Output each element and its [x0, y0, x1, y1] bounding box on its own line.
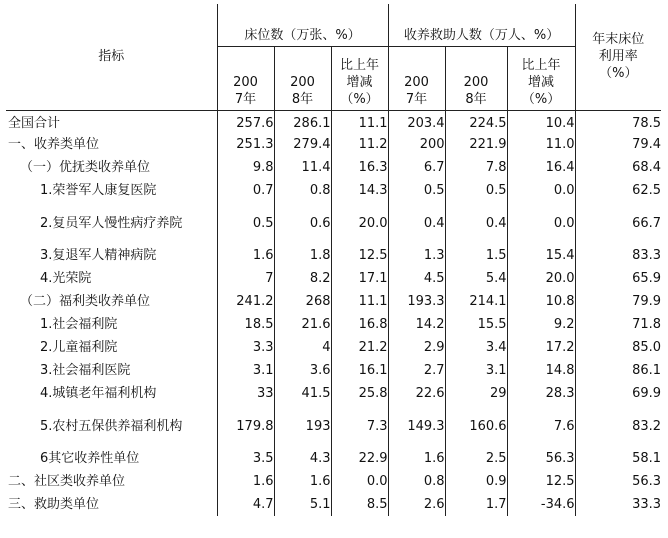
cell-value: 14.8 — [507, 359, 575, 382]
table-row — [6, 267, 661, 290]
table-row — [6, 290, 661, 313]
cell-value: 16.1 — [331, 359, 388, 382]
cell-value: 4 — [274, 336, 331, 359]
table-row — [6, 493, 661, 516]
cell-value: 9.8 — [217, 156, 274, 179]
row-label: 2.儿童福利院 — [6, 336, 217, 359]
cell-value: 7 — [217, 267, 274, 290]
cell-value: 16.4 — [507, 156, 575, 179]
cell-value: 1.6 — [217, 244, 274, 267]
cell-value: 4.3 — [274, 447, 331, 470]
cell-value: 10.8 — [507, 290, 575, 313]
cell-value: 1.7 — [445, 493, 507, 516]
cell-value: 0.6 — [274, 202, 331, 244]
row-label: 6其它收养性单位 — [6, 447, 217, 470]
cell-value: 12.5 — [507, 470, 575, 493]
cell-value: 221.9 — [445, 133, 507, 156]
cell-value: 200 — [388, 133, 445, 156]
cell-value: 6.7 — [388, 156, 445, 179]
cell-value: 3.6 — [274, 359, 331, 382]
cell-value: 25.8 — [331, 382, 388, 405]
cell-value: 3.4 — [445, 336, 507, 359]
cell-value: 1.6 — [388, 447, 445, 470]
cell-value: 65.9 — [632, 271, 662, 286]
cell-value: 8.5 — [331, 493, 388, 516]
cell-value: 86.1 — [632, 363, 662, 378]
cell-value: 21.6 — [274, 313, 331, 336]
table-row — [6, 156, 661, 179]
cell-value: 193.3 — [388, 290, 445, 313]
cell-value: 2.9 — [388, 336, 445, 359]
cell-value: 268 — [274, 290, 331, 313]
cell-value: 1.8 — [274, 244, 331, 267]
cell-value: 66.7 — [632, 215, 662, 231]
row-label: 5.农村五保供养福利机构 — [6, 405, 217, 447]
cell-value: 79.9 — [632, 294, 662, 309]
table-row — [6, 447, 661, 470]
cell-value: 4.5 — [388, 267, 445, 290]
cell-value: 11.1 — [331, 110, 388, 133]
cell-value: 7.6 — [507, 405, 575, 447]
cell-value: 16.8 — [331, 313, 388, 336]
cell-value: 11.0 — [507, 133, 575, 156]
cell-value: 21.2 — [331, 336, 388, 359]
cell-value: 14.3 — [331, 179, 388, 202]
table-row — [6, 179, 661, 202]
cell-value: 3.5 — [217, 447, 274, 470]
row-label: 1.社会福利院 — [6, 313, 217, 336]
cell-value: 0.5 — [445, 179, 507, 202]
cell-value: 0.0 — [331, 470, 388, 493]
cell-value: 1.3 — [388, 244, 445, 267]
cell-value: 4.7 — [217, 493, 274, 516]
cell-value: 193 — [274, 405, 331, 447]
recipients-2007-header: 2007年 — [388, 46, 445, 110]
cell-value: 179.8 — [217, 405, 274, 447]
cell-value: 14.2 — [388, 313, 445, 336]
cell-value: 0.4 — [388, 202, 445, 244]
cell-value: 68.4 — [632, 160, 662, 175]
welfare-statistics-table — [6, 4, 661, 516]
cell-value: 56.3 — [632, 474, 662, 489]
cell-value: 3.1 — [217, 359, 274, 382]
cell-value: 5.4 — [445, 267, 507, 290]
cell-value: 214.1 — [445, 290, 507, 313]
row-label: 3.社会福利医院 — [6, 359, 217, 382]
cell-value: 203.4 — [388, 110, 445, 133]
cell-value: 20.0 — [507, 267, 575, 290]
row-label: 4.城镇老年福利机构 — [6, 382, 217, 405]
recipients-2008-header: 2008年 — [445, 46, 507, 110]
cell-value: 0.5 — [388, 179, 445, 202]
cell-value: 7.8 — [445, 156, 507, 179]
table-row — [6, 405, 661, 447]
recipients-change-header: 比上年增减（%） — [507, 46, 575, 110]
beds-2008-header: 2008年 — [274, 46, 331, 110]
cell-value: 257.6 — [217, 110, 274, 133]
cell-value: 0.5 — [217, 202, 274, 244]
table-header — [6, 4, 661, 110]
row-label: 3.复退军人精神病院 — [6, 244, 217, 267]
cell-value: 62.5 — [632, 183, 662, 198]
cell-value: 9.2 — [507, 313, 575, 336]
cell-value: -34.6 — [507, 493, 575, 516]
cell-value: 33 — [217, 382, 274, 405]
cell-value: 3.1 — [445, 359, 507, 382]
cell-value: 251.3 — [217, 133, 274, 156]
table-row — [6, 313, 661, 336]
table-row — [6, 110, 661, 133]
table-row — [6, 382, 661, 405]
cell-value: 2.6 — [388, 493, 445, 516]
cell-value: 22.6 — [388, 382, 445, 405]
cell-value: 286.1 — [274, 110, 331, 133]
cell-value: 41.5 — [274, 382, 331, 405]
cell-value: 0.8 — [388, 470, 445, 493]
cell-value: 0.9 — [445, 470, 507, 493]
cell-value: 18.5 — [217, 313, 274, 336]
cell-value: 79.4 — [632, 137, 662, 152]
cell-value: 0.8 — [274, 179, 331, 202]
cell-value: 58.1 — [632, 451, 662, 466]
cell-value: 3.3 — [217, 336, 274, 359]
row-label: 二、社区类收养单位 — [6, 470, 217, 493]
cell-value: 85.0 — [632, 340, 662, 355]
cell-value: 71.8 — [632, 317, 662, 332]
cell-value: 69.9 — [632, 386, 662, 401]
cell-value: 15.4 — [507, 244, 575, 267]
row-label: 2.复员军人慢性病疗养院 — [6, 202, 217, 244]
table-row — [6, 244, 661, 267]
cell-value: 5.1 — [274, 493, 331, 516]
cell-value: 1.6 — [274, 470, 331, 493]
cell-value: 28.3 — [507, 382, 575, 405]
cell-value: 11.1 — [331, 290, 388, 313]
cell-value: 241.2 — [217, 290, 274, 313]
cell-value: 29 — [445, 382, 507, 405]
cell-value: 1.5 — [445, 244, 507, 267]
row-label: （二）福利类收养单位 — [6, 290, 217, 313]
cell-value: 22.9 — [331, 447, 388, 470]
cell-value: 16.3 — [331, 156, 388, 179]
row-label: （一）优抚类收养单位 — [6, 156, 217, 179]
cell-value: 78.5 — [632, 116, 662, 132]
cell-value: 11.4 — [274, 156, 331, 179]
cell-value: 2.5 — [445, 447, 507, 470]
cell-value: 33.3 — [632, 497, 662, 512]
cell-value: 10.4 — [507, 110, 575, 133]
cell-value: 2.7 — [388, 359, 445, 382]
cell-value: 0.7 — [217, 179, 274, 202]
cell-value: 279.4 — [274, 133, 331, 156]
cell-value: 15.5 — [445, 313, 507, 336]
cell-value: 83.3 — [632, 248, 662, 263]
row-label: 一、收养类单位 — [6, 133, 217, 156]
cell-value: 0.0 — [507, 202, 575, 244]
cell-value: 0.4 — [445, 202, 507, 244]
row-label: 三、救助类单位 — [6, 493, 217, 516]
cell-value: 224.5 — [445, 110, 507, 133]
beds-group-header: 床位数（万张、%） — [217, 4, 388, 46]
cell-value: 149.3 — [388, 405, 445, 447]
indicator-header: 指标 — [6, 4, 217, 110]
cell-value: 83.2 — [632, 418, 662, 434]
beds-change-header: 比上年增减（%） — [331, 46, 388, 110]
table-row — [6, 470, 661, 493]
row-label: 全国合计 — [6, 110, 217, 133]
beds-2007-header: 2007年 — [217, 46, 274, 110]
table-row — [6, 359, 661, 382]
cell-value: 0.0 — [507, 179, 575, 202]
cell-value: 12.5 — [331, 244, 388, 267]
cell-value: 11.2 — [331, 133, 388, 156]
table-row — [6, 202, 661, 244]
recipients-group-header: 收养救助人数（万人、%） — [388, 4, 575, 46]
cell-value: 20.0 — [331, 202, 388, 244]
cell-value: 8.2 — [274, 267, 331, 290]
utilization-header: 年末床位利用率（%） — [575, 4, 661, 110]
cell-value: 160.6 — [445, 405, 507, 447]
row-label: 1.荣誉军人康复医院 — [6, 179, 217, 202]
cell-value: 17.2 — [507, 336, 575, 359]
table-body — [6, 110, 661, 516]
cell-value: 56.3 — [507, 447, 575, 470]
table-row — [6, 133, 661, 156]
cell-value: 1.6 — [217, 470, 274, 493]
cell-value: 7.3 — [331, 405, 388, 447]
row-label: 4.光荣院 — [6, 267, 217, 290]
cell-value: 17.1 — [331, 267, 388, 290]
table-row — [6, 336, 661, 359]
